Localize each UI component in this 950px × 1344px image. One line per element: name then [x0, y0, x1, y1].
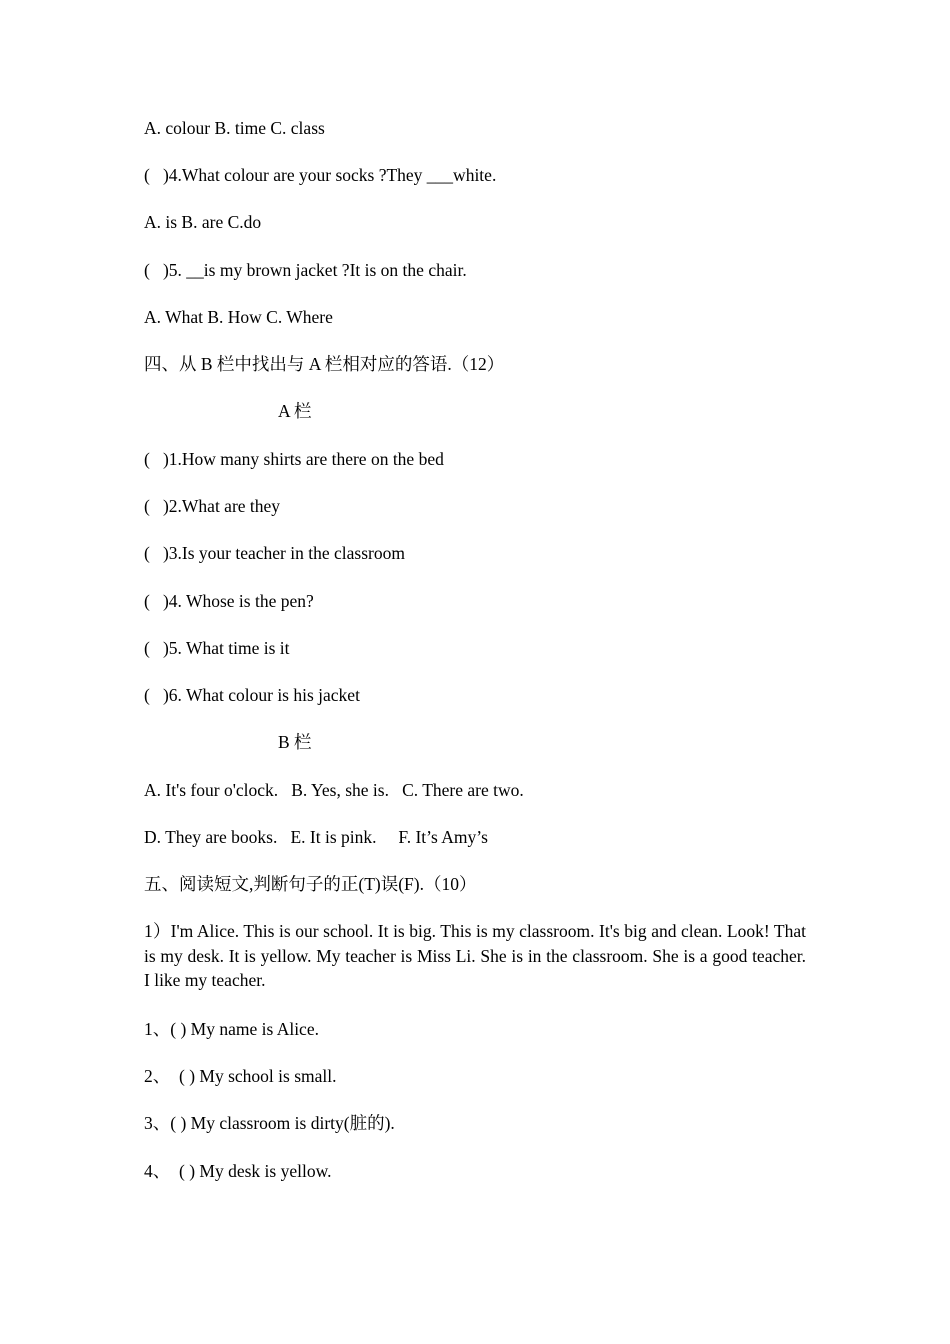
tf-statement-4: 4、 ( ) My desk is yellow.	[144, 1161, 332, 1181]
match-item-3: ( )3.Is your teacher in the classroom	[144, 543, 405, 563]
question-5: ( )5. __is my brown jacket ?It is on the chair.	[144, 260, 467, 280]
section-5-heading: 五、阅读短文,判断句子的正(T)误(F).（10）	[144, 874, 477, 894]
column-b-title: B 栏	[278, 732, 312, 752]
section-4-heading: 四、从 B 栏中找出与 A 栏相对应的答语.（12）	[144, 354, 505, 374]
answers-row-2: D. They are books. E. It is pink. F. It’s Amy’s	[144, 827, 488, 847]
match-item-4: ( )4. Whose is the pen?	[144, 591, 314, 611]
tf-statement-2: 2、 ( ) My school is small.	[144, 1066, 337, 1086]
match-item-6: ( )6. What colour is his jacket	[144, 685, 360, 705]
reading-passage: 1）I'm Alice. This is our school. It is big. This is my classroom. It's big and clean. Look! That is my desk. It is yellow. My teacher is Miss Li. She is in the classroom. She is a good teacher. I like my teacher.	[144, 921, 806, 990]
q4-options: A. is B. are C.do	[144, 212, 262, 232]
tf-statement-1: 1、( ) My name is Alice.	[144, 1019, 319, 1039]
q5-options: A. What B. How C. Where	[144, 307, 333, 327]
tf-statement-3: 3、( ) My classroom is dirty(脏的).	[144, 1113, 395, 1133]
question-4: ( )4.What colour are your socks ?They ___white.	[144, 165, 497, 185]
match-item-1: ( )1.How many shirts are there on the bed	[144, 449, 444, 469]
answers-row-1: A. It's four o'clock. B. Yes, she is. C. There are two.	[144, 780, 524, 800]
match-item-2: ( )2.What are they	[144, 496, 281, 516]
column-a-title: A 栏	[278, 401, 312, 421]
match-item-5: ( )5. What time is it	[144, 638, 290, 658]
q3-options: A. colour B. time C. class	[144, 118, 325, 138]
